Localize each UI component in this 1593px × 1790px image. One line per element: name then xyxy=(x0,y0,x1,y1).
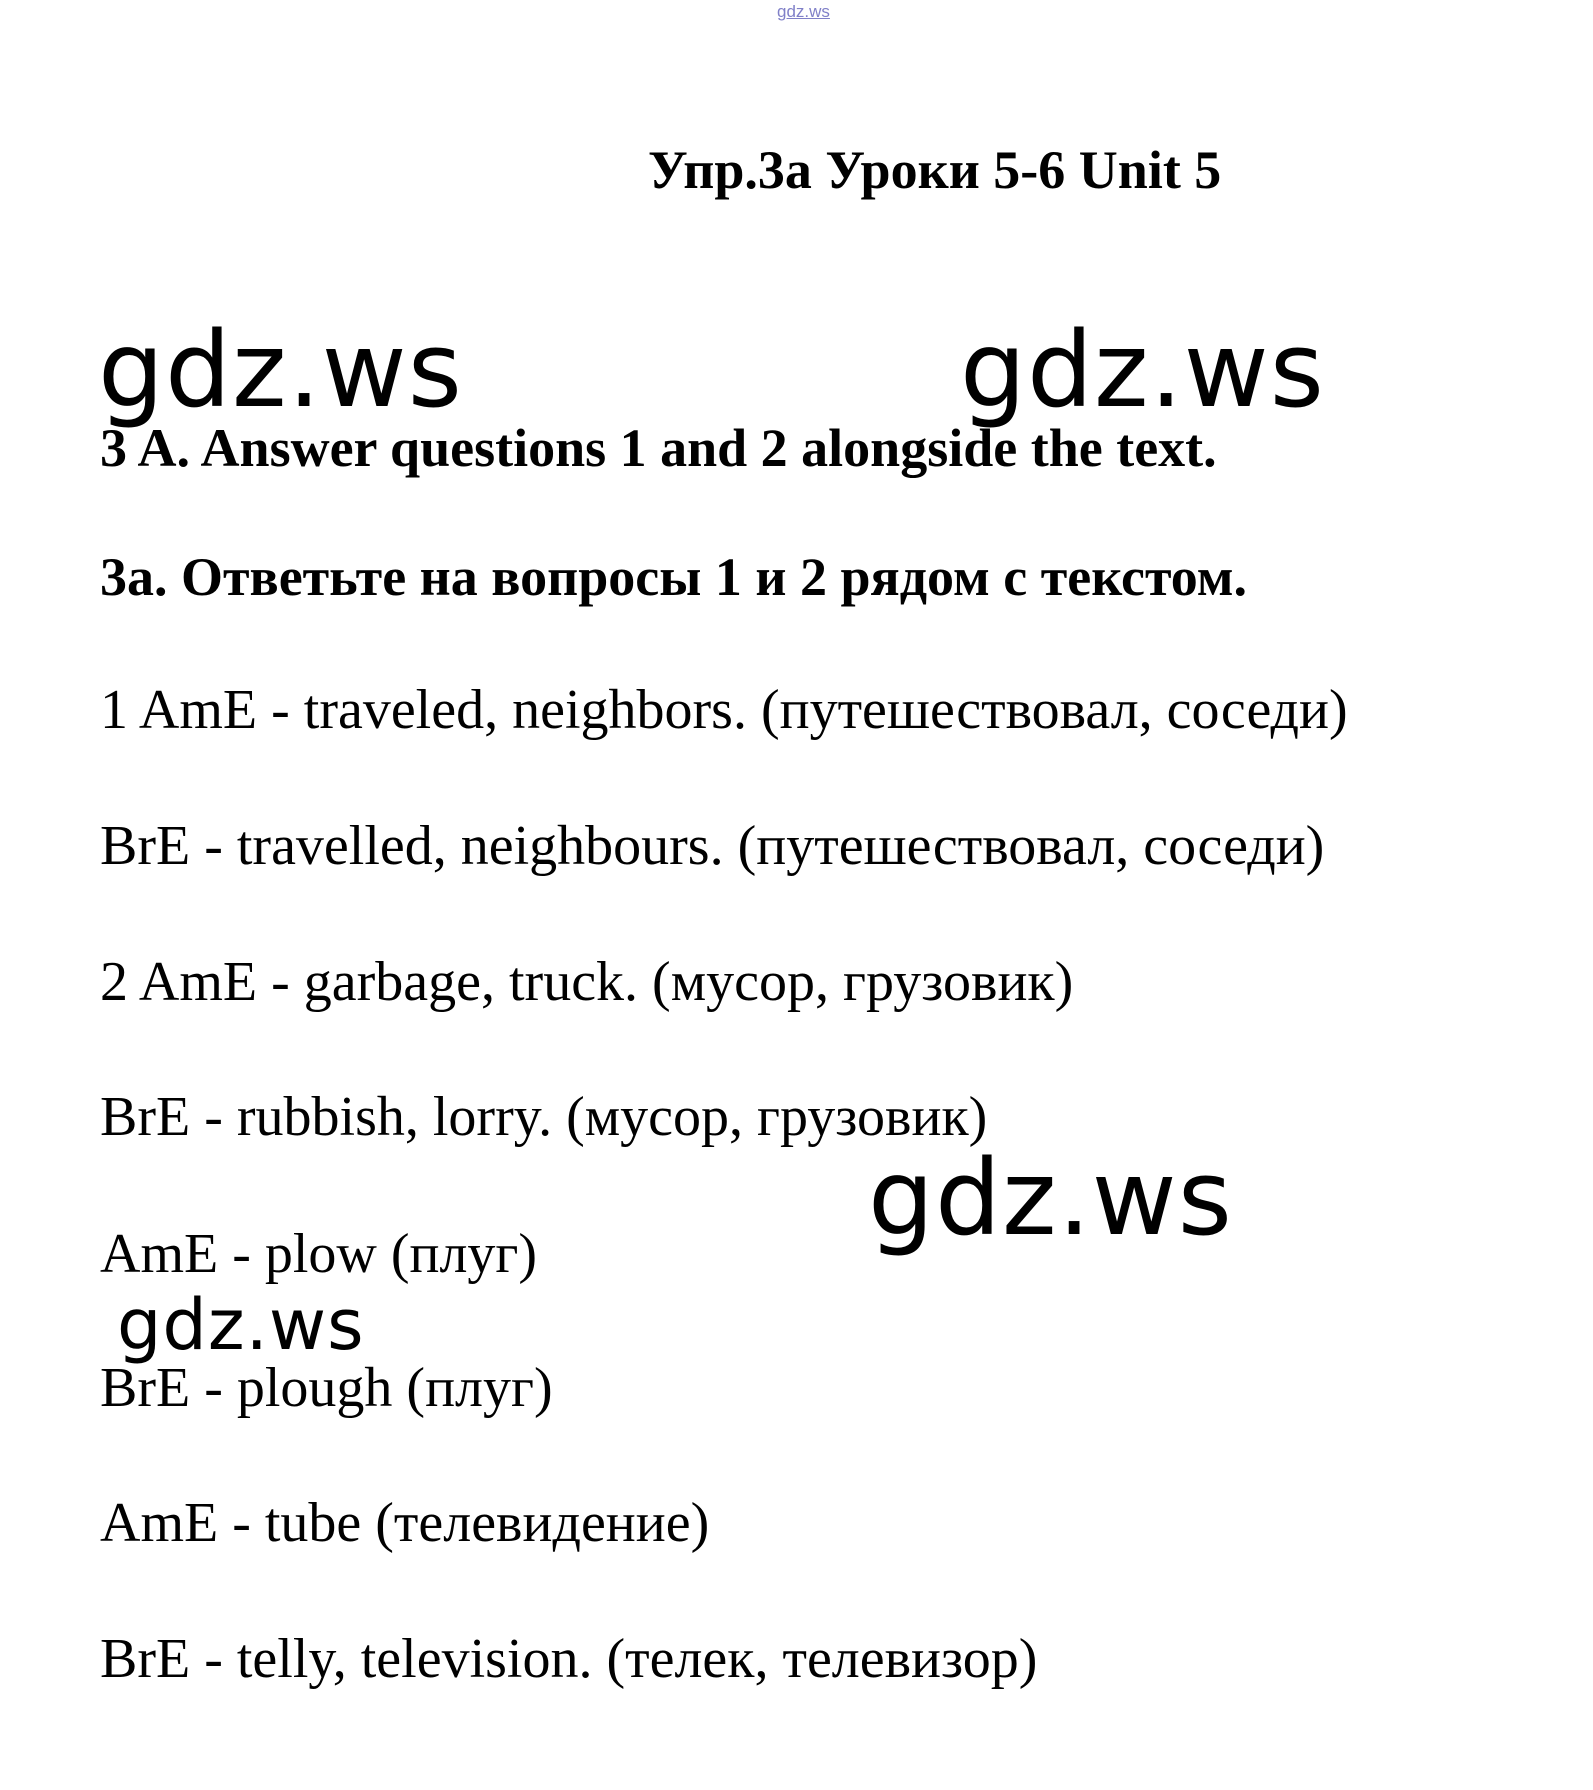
answer-line: BrE - travelled, neighbours. (путешествовал, соседи) xyxy=(100,815,1325,877)
heading-english: 3 A. Answer questions 1 and 2 alongside the text. xyxy=(100,418,1217,478)
heading-russian: 3а. Ответьте на вопросы 1 и 2 рядом с текстом. xyxy=(100,547,1248,607)
page-title: Упр.3а Уроки 5-6 Unit 5 xyxy=(648,140,1222,200)
answer-line: AmE - plow (плуг) xyxy=(100,1223,538,1285)
answer-line: BrE - telly, television. (телек, телевизор) xyxy=(100,1628,1038,1690)
watermark: gdz.ws xyxy=(868,1137,1233,1259)
answer-line: BrE - plough (плуг) xyxy=(100,1357,553,1419)
answer-line: 2 AmE - garbage, truck. (мусор, грузовик) xyxy=(100,951,1074,1013)
answer-line: AmE - tube (телевидение) xyxy=(100,1492,710,1554)
watermark: gdz.ws xyxy=(98,309,463,431)
top-link[interactable]: gdz.ws xyxy=(777,2,830,21)
answer-line: 1 AmE - traveled, neighbors. (путешествовал, соседи) xyxy=(100,679,1348,741)
watermark: gdz.ws xyxy=(117,1284,365,1366)
watermark: gdz.ws xyxy=(960,309,1325,431)
answer-line: BrE - rubbish, lorry. (мусор, грузовик) xyxy=(100,1086,988,1148)
